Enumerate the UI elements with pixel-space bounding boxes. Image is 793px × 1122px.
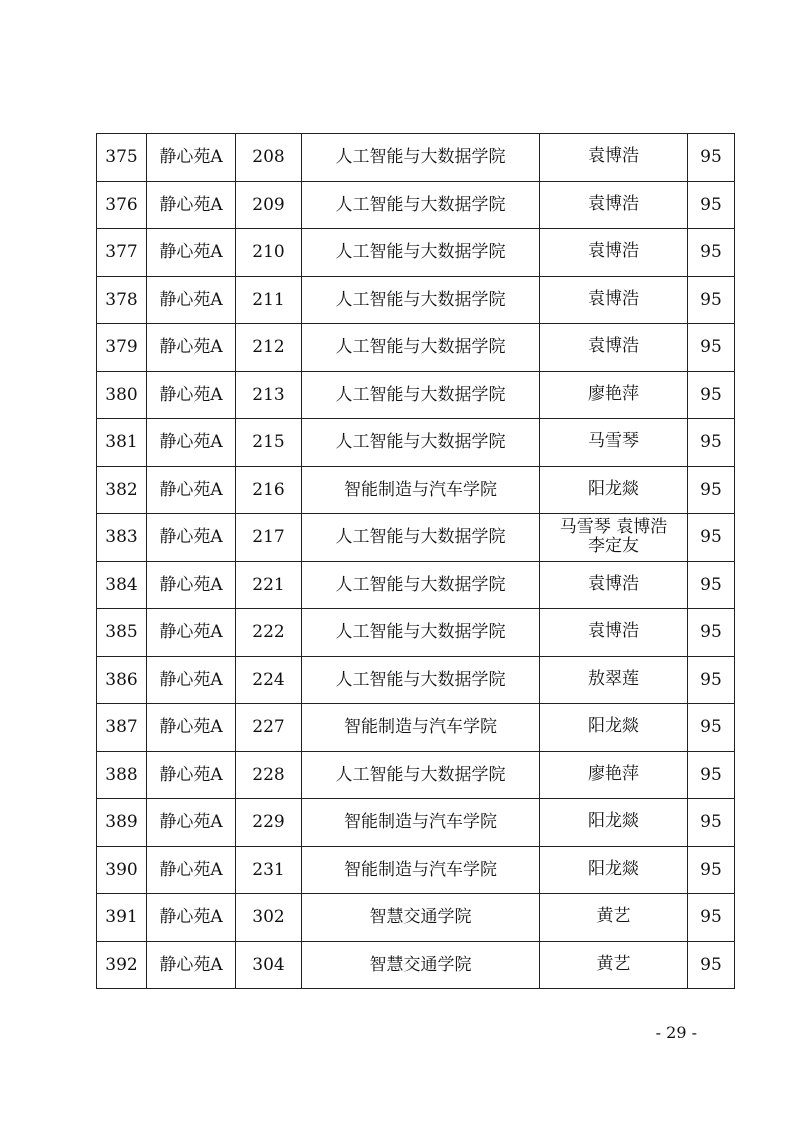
table-row xyxy=(97,134,735,182)
score-cell: 95 xyxy=(688,276,735,324)
college-cell: 人工智能与大数据学院 xyxy=(302,656,540,704)
table-row xyxy=(97,609,735,657)
counselor-cell: 袁博浩 xyxy=(540,609,688,657)
row-number-cell: 381 xyxy=(97,419,147,467)
page-number: - 29 - xyxy=(655,1023,697,1042)
building-cell: 静心苑A xyxy=(147,704,236,752)
table-row xyxy=(97,181,735,229)
room-cell: 302 xyxy=(236,894,302,942)
table-row xyxy=(97,751,735,799)
row-number-cell: 378 xyxy=(97,276,147,324)
building-cell: 静心苑A xyxy=(147,799,236,847)
row-number-cell: 390 xyxy=(97,846,147,894)
score-cell: 95 xyxy=(688,751,735,799)
score-cell: 95 xyxy=(688,514,735,562)
table-row xyxy=(97,514,735,562)
counselor-cell: 袁博浩 xyxy=(540,181,688,229)
score-cell: 95 xyxy=(688,846,735,894)
score-cell: 95 xyxy=(688,134,735,182)
counselor-cell: 敖翠莲 xyxy=(540,656,688,704)
room-cell: 210 xyxy=(236,229,302,277)
college-cell: 智慧交通学院 xyxy=(302,894,540,942)
college-cell: 人工智能与大数据学院 xyxy=(302,181,540,229)
counselor-cell: 马雪琴 xyxy=(540,419,688,467)
building-cell: 静心苑A xyxy=(147,656,236,704)
counselor-cell: 黄艺 xyxy=(540,941,688,989)
college-cell: 智能制造与汽车学院 xyxy=(302,704,540,752)
row-number-cell: 392 xyxy=(97,941,147,989)
table-row xyxy=(97,846,735,894)
counselor-cell: 袁博浩 xyxy=(540,134,688,182)
score-cell: 95 xyxy=(688,229,735,277)
college-cell: 人工智能与大数据学院 xyxy=(302,419,540,467)
building-cell: 静心苑A xyxy=(147,941,236,989)
room-cell: 216 xyxy=(236,466,302,514)
row-number-cell: 388 xyxy=(97,751,147,799)
row-number-cell: 379 xyxy=(97,324,147,372)
row-number-cell: 389 xyxy=(97,799,147,847)
counselor-cell: 黄艺 xyxy=(540,894,688,942)
table-row xyxy=(97,276,735,324)
score-cell: 95 xyxy=(688,181,735,229)
dormitory-score-table xyxy=(96,133,735,989)
row-number-cell: 377 xyxy=(97,229,147,277)
college-cell: 人工智能与大数据学院 xyxy=(302,276,540,324)
room-cell: 212 xyxy=(236,324,302,372)
building-cell: 静心苑A xyxy=(147,324,236,372)
room-cell: 227 xyxy=(236,704,302,752)
counselor-cell: 袁博浩 xyxy=(540,276,688,324)
counselor-cell: 阳龙燚 xyxy=(540,799,688,847)
college-cell: 智能制造与汽车学院 xyxy=(302,466,540,514)
building-cell: 静心苑A xyxy=(147,514,236,562)
table-row xyxy=(97,656,735,704)
score-cell: 95 xyxy=(688,941,735,989)
table-row xyxy=(97,704,735,752)
row-number-cell: 391 xyxy=(97,894,147,942)
score-cell: 95 xyxy=(688,894,735,942)
room-cell: 228 xyxy=(236,751,302,799)
building-cell: 静心苑A xyxy=(147,181,236,229)
college-cell: 人工智能与大数据学院 xyxy=(302,371,540,419)
row-number-cell: 382 xyxy=(97,466,147,514)
table-row xyxy=(97,419,735,467)
college-cell: 智慧交通学院 xyxy=(302,941,540,989)
score-cell: 95 xyxy=(688,609,735,657)
row-number-cell: 380 xyxy=(97,371,147,419)
counselor-cell: 廖艳萍 xyxy=(540,751,688,799)
building-cell: 静心苑A xyxy=(147,846,236,894)
room-cell: 217 xyxy=(236,514,302,562)
counselor-cell: 阳龙燚 xyxy=(540,466,688,514)
score-cell: 95 xyxy=(688,419,735,467)
counselor-cell: 阳龙燚 xyxy=(540,704,688,752)
room-cell: 222 xyxy=(236,609,302,657)
row-number-cell: 376 xyxy=(97,181,147,229)
building-cell: 静心苑A xyxy=(147,229,236,277)
counselor-cell: 马雪琴 袁博浩 李定友 xyxy=(540,514,688,562)
room-cell: 208 xyxy=(236,134,302,182)
table-row xyxy=(97,229,735,277)
table-row xyxy=(97,941,735,989)
college-cell: 人工智能与大数据学院 xyxy=(302,324,540,372)
row-number-cell: 386 xyxy=(97,656,147,704)
table-body xyxy=(97,134,735,989)
score-cell: 95 xyxy=(688,324,735,372)
room-cell: 211 xyxy=(236,276,302,324)
table-row xyxy=(97,561,735,609)
building-cell: 静心苑A xyxy=(147,561,236,609)
table-row xyxy=(97,799,735,847)
building-cell: 静心苑A xyxy=(147,609,236,657)
score-cell: 95 xyxy=(688,466,735,514)
building-cell: 静心苑A xyxy=(147,276,236,324)
counselor-cell: 袁博浩 xyxy=(540,324,688,372)
room-cell: 224 xyxy=(236,656,302,704)
counselor-cell: 袁博浩 xyxy=(540,229,688,277)
row-number-cell: 383 xyxy=(97,514,147,562)
table-row xyxy=(97,371,735,419)
room-cell: 213 xyxy=(236,371,302,419)
table-row xyxy=(97,894,735,942)
counselor-cell: 袁博浩 xyxy=(540,561,688,609)
room-cell: 231 xyxy=(236,846,302,894)
building-cell: 静心苑A xyxy=(147,134,236,182)
room-cell: 209 xyxy=(236,181,302,229)
college-cell: 人工智能与大数据学院 xyxy=(302,751,540,799)
room-cell: 215 xyxy=(236,419,302,467)
college-cell: 人工智能与大数据学院 xyxy=(302,561,540,609)
score-cell: 95 xyxy=(688,561,735,609)
table-row xyxy=(97,324,735,372)
table-row xyxy=(97,466,735,514)
score-cell: 95 xyxy=(688,704,735,752)
room-cell: 304 xyxy=(236,941,302,989)
building-cell: 静心苑A xyxy=(147,751,236,799)
college-cell: 人工智能与大数据学院 xyxy=(302,229,540,277)
room-cell: 221 xyxy=(236,561,302,609)
score-cell: 95 xyxy=(688,371,735,419)
building-cell: 静心苑A xyxy=(147,894,236,942)
room-cell: 229 xyxy=(236,799,302,847)
counselor-cell: 阳龙燚 xyxy=(540,846,688,894)
building-cell: 静心苑A xyxy=(147,371,236,419)
building-cell: 静心苑A xyxy=(147,419,236,467)
score-cell: 95 xyxy=(688,799,735,847)
row-number-cell: 375 xyxy=(97,134,147,182)
row-number-cell: 385 xyxy=(97,609,147,657)
row-number-cell: 384 xyxy=(97,561,147,609)
college-cell: 智能制造与汽车学院 xyxy=(302,846,540,894)
college-cell: 人工智能与大数据学院 xyxy=(302,514,540,562)
score-cell: 95 xyxy=(688,656,735,704)
college-cell: 人工智能与大数据学院 xyxy=(302,134,540,182)
college-cell: 智能制造与汽车学院 xyxy=(302,799,540,847)
row-number-cell: 387 xyxy=(97,704,147,752)
building-cell: 静心苑A xyxy=(147,466,236,514)
counselor-cell: 廖艳萍 xyxy=(540,371,688,419)
college-cell: 人工智能与大数据学院 xyxy=(302,609,540,657)
